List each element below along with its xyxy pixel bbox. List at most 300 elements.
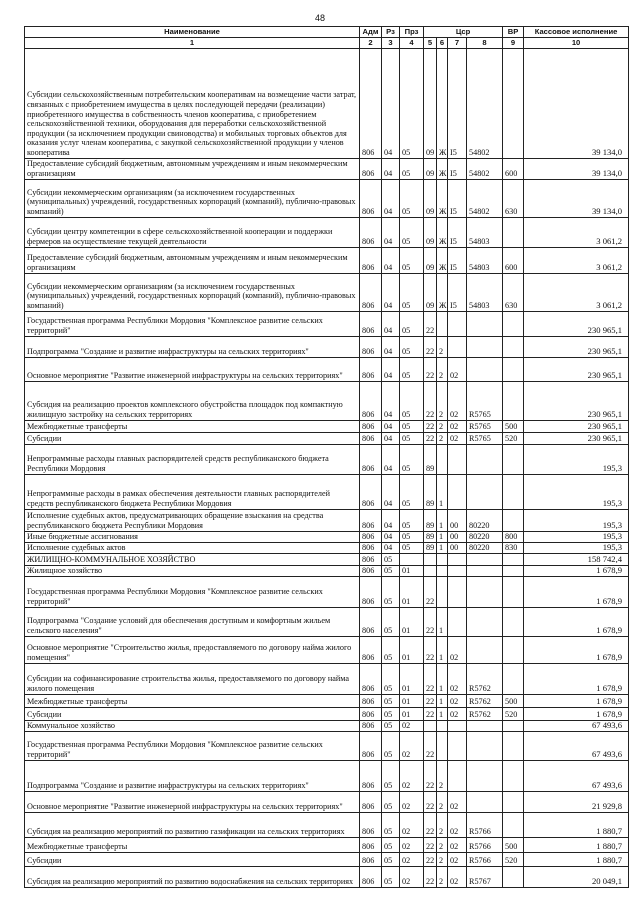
row-cash: 20 049,1: [524, 866, 629, 887]
row-csr-subprogram: [437, 553, 448, 565]
row-csr-program: 89: [424, 509, 437, 531]
row-prz: 05: [400, 420, 424, 432]
table-row: [25, 336, 629, 357]
row-csr-direction: R5767: [467, 866, 503, 887]
row-cash: 1 880,7: [524, 812, 629, 837]
row-name: Исполнение судебных актов, предусматривающих обращение взыскания на средства республиканского бюджета Республики Мордовия: [25, 509, 360, 531]
row-name: Государственная программа Республики Мордовия "Комплексное развитие сельских территорий": [25, 311, 360, 336]
row-cash: 195,3: [524, 474, 629, 509]
row-csr-event: 02: [448, 812, 467, 837]
row-csr-event: [448, 311, 467, 336]
col-number: 8: [467, 38, 503, 49]
row-vr: [503, 720, 524, 731]
row-csr-direction: [467, 607, 503, 636]
row-rz: 04: [382, 432, 400, 444]
row-csr-event: [448, 576, 467, 607]
row-vr: [503, 576, 524, 607]
row-csr-event: 02: [448, 852, 467, 866]
row-rz: 05: [382, 636, 400, 663]
row-rz: 04: [382, 531, 400, 542]
row-prz: 01: [400, 663, 424, 694]
row-csr-direction: 54802: [467, 158, 503, 179]
row-rz: 04: [382, 336, 400, 357]
row-csr-subprogram: 1: [437, 542, 448, 553]
row-adm: 806: [360, 731, 382, 760]
row-name: Межбюджетные трансферты: [25, 694, 360, 707]
table-row: [25, 837, 629, 852]
row-prz: 05: [400, 474, 424, 509]
row-csr-event: I5: [448, 247, 467, 273]
row-csr-program: 22: [424, 812, 437, 837]
row-csr-program: 09: [424, 158, 437, 179]
row-name: Непрограммные расходы главных распорядителей средств республиканского бюджета Республики Мордовия: [25, 444, 360, 474]
row-csr-program: 22: [424, 432, 437, 444]
row-csr-event: 02: [448, 707, 467, 720]
row-rz: 05: [382, 812, 400, 837]
row-csr-direction: [467, 576, 503, 607]
row-csr-event: 00: [448, 531, 467, 542]
row-csr-direction: [467, 636, 503, 663]
col-header-name: Наименование: [25, 27, 360, 38]
col-number: 3: [382, 38, 400, 49]
table-row: [25, 48, 629, 158]
row-csr-subprogram: [437, 720, 448, 731]
row-prz: 01: [400, 707, 424, 720]
row-prz: 02: [400, 837, 424, 852]
row-csr-direction: [467, 760, 503, 791]
col-header-adm: Адм: [360, 27, 382, 38]
row-vr: [503, 444, 524, 474]
row-rz: 05: [382, 565, 400, 576]
row-vr: [503, 357, 524, 381]
table-row: [25, 381, 629, 420]
table-row: [25, 720, 629, 731]
col-header-prz: Прз: [400, 27, 424, 38]
header-row: [25, 27, 629, 38]
row-adm: 806: [360, 720, 382, 731]
row-csr-event: [448, 760, 467, 791]
row-name: Основное мероприятие "Развитие инженерной инфраструктуры на сельских территориях": [25, 357, 360, 381]
row-vr: 500: [503, 420, 524, 432]
row-vr: [503, 812, 524, 837]
row-csr-subprogram: [437, 444, 448, 474]
row-cash: 158 742,4: [524, 553, 629, 565]
col-number: 7: [448, 38, 467, 49]
row-csr-direction: [467, 731, 503, 760]
table-row: [25, 760, 629, 791]
row-vr: 630: [503, 179, 524, 217]
row-csr-program: 22: [424, 837, 437, 852]
table-row: [25, 852, 629, 866]
col-number: 9: [503, 38, 524, 49]
row-name: Межбюджетные трансферты: [25, 420, 360, 432]
col-header-csr: Цср: [424, 27, 503, 38]
page-number: 48: [314, 13, 325, 23]
table-row: [25, 357, 629, 381]
row-csr-program: 22: [424, 336, 437, 357]
row-cash: 1 678,9: [524, 694, 629, 707]
row-rz: 04: [382, 420, 400, 432]
row-vr: 520: [503, 707, 524, 720]
row-adm: 806: [360, 48, 382, 158]
row-csr-program: [424, 720, 437, 731]
row-rz: 05: [382, 837, 400, 852]
row-csr-subprogram: [437, 731, 448, 760]
row-rz: 05: [382, 791, 400, 812]
row-csr-direction: 80220: [467, 531, 503, 542]
row-name: Жилищное хозяйство: [25, 565, 360, 576]
table-row: [25, 420, 629, 432]
table-row: [25, 607, 629, 636]
row-csr-program: 89: [424, 531, 437, 542]
row-csr-event: I5: [448, 48, 467, 158]
row-rz: 05: [382, 731, 400, 760]
row-csr-program: 22: [424, 791, 437, 812]
row-csr-subprogram: 2: [437, 852, 448, 866]
row-csr-event: 00: [448, 542, 467, 553]
row-prz: 02: [400, 760, 424, 791]
row-csr-direction: 80220: [467, 542, 503, 553]
row-csr-event: 02: [448, 694, 467, 707]
row-csr-direction: [467, 720, 503, 731]
row-adm: 806: [360, 273, 382, 311]
row-name: Субсидия на реализацию мероприятий по развитию водоснабжения на сельских территориях: [25, 866, 360, 887]
col-number: 1: [25, 38, 360, 49]
row-csr-event: 02: [448, 837, 467, 852]
row-vr: 520: [503, 432, 524, 444]
row-name: Непрограммные расходы в рамках обеспечения деятельности главных распорядителей средств республиканского бюджета Республики Мордовия: [25, 474, 360, 509]
row-cash: 195,3: [524, 531, 629, 542]
row-cash: 3 061,2: [524, 273, 629, 311]
row-csr-subprogram: 2: [437, 791, 448, 812]
table-row: [25, 217, 629, 247]
row-vr: [503, 636, 524, 663]
col-header-vr: ВР: [503, 27, 524, 38]
row-csr-program: 22: [424, 760, 437, 791]
col-number: 4: [400, 38, 424, 49]
row-cash: 39 134,0: [524, 48, 629, 158]
row-csr-direction: R5765: [467, 432, 503, 444]
row-csr-direction: R5766: [467, 837, 503, 852]
row-name: Подпрограмма "Создание и развитие инфраструктуры на сельских территориях": [25, 760, 360, 791]
row-prz: 02: [400, 791, 424, 812]
row-vr: 600: [503, 158, 524, 179]
table-row: [25, 444, 629, 474]
row-name: Субсидии центру компетенции в сфере сельскохозяйственной кооперации и поддержки фермеров на осуществление текущей деятельности: [25, 217, 360, 247]
row-csr-program: 22: [424, 357, 437, 381]
row-csr-direction: 54803: [467, 273, 503, 311]
row-rz: 05: [382, 553, 400, 565]
row-vr: 600: [503, 247, 524, 273]
row-prz: 01: [400, 576, 424, 607]
row-adm: 806: [360, 694, 382, 707]
row-vr: [503, 311, 524, 336]
row-prz: 02: [400, 731, 424, 760]
row-csr-program: 22: [424, 694, 437, 707]
row-adm: 806: [360, 791, 382, 812]
row-csr-direction: [467, 444, 503, 474]
row-rz: 05: [382, 720, 400, 731]
row-prz: 02: [400, 866, 424, 887]
table-row: [25, 636, 629, 663]
row-prz: 05: [400, 432, 424, 444]
row-csr-event: 02: [448, 791, 467, 812]
table-row: [25, 158, 629, 179]
row-name: Основное мероприятие "Строительство жилья, предоставляемого по договору найма жилого помещения": [25, 636, 360, 663]
row-rz: 04: [382, 247, 400, 273]
row-adm: 806: [360, 542, 382, 553]
row-cash: 3 061,2: [524, 247, 629, 273]
row-csr-subprogram: Ж: [437, 158, 448, 179]
row-csr-subprogram: 1: [437, 509, 448, 531]
row-csr-event: [448, 731, 467, 760]
row-prz: 01: [400, 694, 424, 707]
row-name: Субсидии: [25, 707, 360, 720]
table-row: [25, 179, 629, 217]
row-cash: 195,3: [524, 542, 629, 553]
row-vr: [503, 565, 524, 576]
table-row: [25, 273, 629, 311]
row-csr-subprogram: 1: [437, 607, 448, 636]
row-adm: 806: [360, 636, 382, 663]
row-cash: 67 493,6: [524, 731, 629, 760]
row-adm: 806: [360, 565, 382, 576]
row-csr-subprogram: 2: [437, 866, 448, 887]
row-vr: 520: [503, 852, 524, 866]
row-name: Государственная программа Республики Мордовия "Комплексное развитие сельских территорий": [25, 576, 360, 607]
row-csr-program: 89: [424, 444, 437, 474]
row-rz: 05: [382, 866, 400, 887]
row-csr-subprogram: 2: [437, 760, 448, 791]
row-csr-subprogram: 1: [437, 531, 448, 542]
row-cash: 67 493,6: [524, 720, 629, 731]
table-row: [25, 731, 629, 760]
row-csr-direction: [467, 553, 503, 565]
table-row: [25, 474, 629, 509]
row-prz: 02: [400, 852, 424, 866]
row-csr-program: 22: [424, 381, 437, 420]
table-row: [25, 694, 629, 707]
row-adm: 806: [360, 357, 382, 381]
table-row: [25, 247, 629, 273]
row-csr-direction: [467, 336, 503, 357]
row-vr: [503, 607, 524, 636]
row-csr-direction: [467, 311, 503, 336]
row-rz: 04: [382, 311, 400, 336]
row-vr: 500: [503, 694, 524, 707]
row-vr: [503, 791, 524, 812]
row-csr-subprogram: 1: [437, 694, 448, 707]
row-adm: 806: [360, 837, 382, 852]
row-prz: 05: [400, 179, 424, 217]
row-csr-program: 22: [424, 420, 437, 432]
row-name: Межбюджетные трансферты: [25, 837, 360, 852]
row-vr: [503, 509, 524, 531]
row-csr-program: 09: [424, 247, 437, 273]
row-csr-program: 22: [424, 866, 437, 887]
row-csr-event: [448, 474, 467, 509]
row-name: Субсидии некоммерческим организациям (за исключением государственных (муниципальных) учреждений, государственных корпораций (компаний), публично-правовых компаний): [25, 273, 360, 311]
row-vr: 500: [503, 837, 524, 852]
row-prz: 05: [400, 336, 424, 357]
row-vr: [503, 866, 524, 887]
row-rz: 05: [382, 576, 400, 607]
row-prz: 01: [400, 565, 424, 576]
table-row: [25, 791, 629, 812]
row-csr-event: I5: [448, 273, 467, 311]
row-adm: 806: [360, 866, 382, 887]
row-cash: 1 678,9: [524, 707, 629, 720]
row-csr-subprogram: 1: [437, 636, 448, 663]
budget-table: [24, 26, 629, 888]
row-csr-direction: R5762: [467, 694, 503, 707]
table-row: [25, 542, 629, 553]
row-csr-program: 22: [424, 707, 437, 720]
row-csr-subprogram: Ж: [437, 48, 448, 158]
row-prz: 05: [400, 357, 424, 381]
row-cash: 230 965,1: [524, 311, 629, 336]
table-row: [25, 509, 629, 531]
row-cash: 1 678,9: [524, 663, 629, 694]
row-vr: [503, 336, 524, 357]
row-adm: 806: [360, 707, 382, 720]
row-name: Субсидия на реализацию мероприятий по развитию газификации на сельских территориях: [25, 812, 360, 837]
table-row: [25, 866, 629, 887]
row-cash: 1 678,9: [524, 576, 629, 607]
row-csr-subprogram: 2: [437, 432, 448, 444]
row-csr-direction: 54803: [467, 217, 503, 247]
row-adm: 806: [360, 432, 382, 444]
row-csr-event: 02: [448, 866, 467, 887]
row-csr-program: 89: [424, 542, 437, 553]
row-adm: 806: [360, 474, 382, 509]
row-cash: 230 965,1: [524, 336, 629, 357]
row-csr-subprogram: Ж: [437, 273, 448, 311]
column-number-row: [25, 38, 629, 49]
row-cash: 230 965,1: [524, 357, 629, 381]
col-number: 2: [360, 38, 382, 49]
row-cash: 230 965,1: [524, 432, 629, 444]
row-adm: 806: [360, 760, 382, 791]
row-csr-event: 02: [448, 381, 467, 420]
row-prz: 05: [400, 531, 424, 542]
row-name: Субсидии на софинансирование строительства жилья, предоставляемого по договору найма жилого помещения: [25, 663, 360, 694]
row-csr-event: 02: [448, 420, 467, 432]
row-vr: [503, 731, 524, 760]
row-rz: 05: [382, 852, 400, 866]
row-csr-direction: [467, 791, 503, 812]
row-vr: 800: [503, 531, 524, 542]
row-adm: 806: [360, 531, 382, 542]
col-header-cash: Кассовое исполнение: [524, 27, 629, 38]
row-adm: 806: [360, 444, 382, 474]
row-prz: 05: [400, 247, 424, 273]
row-csr-event: 02: [448, 636, 467, 663]
row-csr-direction: [467, 474, 503, 509]
row-csr-direction: 54802: [467, 48, 503, 158]
row-csr-event: I5: [448, 158, 467, 179]
row-adm: 806: [360, 852, 382, 866]
row-csr-subprogram: 2: [437, 336, 448, 357]
row-csr-program: 22: [424, 731, 437, 760]
row-csr-event: 02: [448, 432, 467, 444]
row-vr: 630: [503, 273, 524, 311]
row-prz: 05: [400, 273, 424, 311]
row-rz: 05: [382, 707, 400, 720]
row-csr-event: 00: [448, 509, 467, 531]
row-rz: 04: [382, 48, 400, 158]
row-prz: 05: [400, 444, 424, 474]
table-row: [25, 812, 629, 837]
row-name: Субсидия на реализацию проектов комплексного обустройства площадок под компактную жилищную застройку на сельских территориях: [25, 381, 360, 420]
row-prz: 05: [400, 158, 424, 179]
row-adm: 806: [360, 576, 382, 607]
table-row: [25, 553, 629, 565]
row-rz: 05: [382, 663, 400, 694]
row-csr-direction: [467, 357, 503, 381]
row-prz: 05: [400, 509, 424, 531]
row-prz: 05: [400, 381, 424, 420]
row-adm: 806: [360, 607, 382, 636]
table-row: [25, 565, 629, 576]
row-csr-subprogram: Ж: [437, 217, 448, 247]
row-csr-direction: R5762: [467, 707, 503, 720]
row-csr-program: 22: [424, 636, 437, 663]
row-name: Государственная программа Республики Мордовия "Комплексное развитие сельских территорий": [25, 731, 360, 760]
row-rz: 04: [382, 381, 400, 420]
row-cash: 39 134,0: [524, 158, 629, 179]
row-csr-program: 22: [424, 852, 437, 866]
row-vr: [503, 760, 524, 791]
row-name: Основное мероприятие "Развитие инженерной инфраструктуры на сельских территориях": [25, 791, 360, 812]
row-adm: 806: [360, 812, 382, 837]
row-name: Подпрограмма "Создание и развитие инфраструктуры на сельских территориях": [25, 336, 360, 357]
row-cash: 67 493,6: [524, 760, 629, 791]
row-csr-subprogram: Ж: [437, 179, 448, 217]
row-csr-program: 22: [424, 663, 437, 694]
row-vr: [503, 217, 524, 247]
row-prz: 05: [400, 48, 424, 158]
row-rz: 04: [382, 357, 400, 381]
row-csr-program: [424, 565, 437, 576]
row-csr-event: 02: [448, 663, 467, 694]
row-name: Субсидии: [25, 432, 360, 444]
row-csr-program: 09: [424, 179, 437, 217]
row-rz: 04: [382, 509, 400, 531]
row-name: Субсидии: [25, 852, 360, 866]
row-csr-subprogram: 2: [437, 837, 448, 852]
row-csr-event: [448, 553, 467, 565]
row-cash: 1 678,9: [524, 636, 629, 663]
row-csr-subprogram: [437, 576, 448, 607]
row-csr-event: [448, 720, 467, 731]
row-adm: 806: [360, 420, 382, 432]
row-name: Исполнение судебных актов: [25, 542, 360, 553]
row-name: Субсидии сельскохозяйственным потребительским кооперативам на возмещение части затрат, связанных с приобретением имущества в целях последующей передачи (реализации) приобретенного имущества в собственность членов кооператива, с приобретением сельскохозяйственной техники, оборудования для переработки сельскохозяйственной продукции (за исключением продукции свиноводства) и мобильных торговых объектов для оказания услуг членам кооператива, с закупкой сельскохозяйственной продукции у членов кооператива: [25, 48, 360, 158]
row-csr-program: 22: [424, 576, 437, 607]
row-csr-subprogram: [437, 311, 448, 336]
table-row: [25, 576, 629, 607]
row-cash: 195,3: [524, 509, 629, 531]
row-csr-program: 22: [424, 607, 437, 636]
row-csr-subprogram: 2: [437, 420, 448, 432]
row-name: Предоставление субсидий бюджетным, автономным учреждениям и иным некоммерческим организациям: [25, 247, 360, 273]
row-csr-direction: 54803: [467, 247, 503, 273]
col-header-rz: Рз: [382, 27, 400, 38]
row-prz: 02: [400, 812, 424, 837]
row-cash: 230 965,1: [524, 420, 629, 432]
row-adm: 806: [360, 247, 382, 273]
